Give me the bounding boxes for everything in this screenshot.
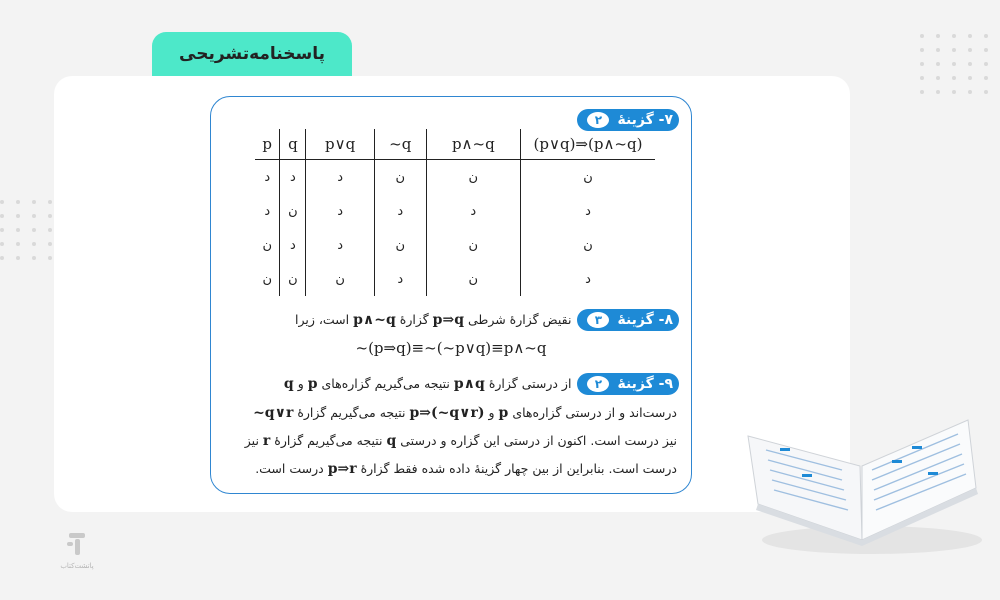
q9-line-3 — [225, 427, 677, 455]
table-cell: د — [306, 194, 374, 228]
q9-l1-expr: p∧q — [453, 376, 485, 392]
q9-l3-r: r — [262, 433, 271, 449]
q9-line-2 — [225, 399, 677, 427]
tab-label: پاسخنامه‌تشریحی — [179, 44, 325, 64]
table-cell: د — [374, 262, 426, 296]
q9-option-number: ۲ — [587, 376, 609, 392]
col-header: p — [255, 129, 280, 160]
answer-key-tab — [152, 32, 352, 76]
table-cell: د — [306, 160, 374, 195]
q9-line-4 — [225, 455, 677, 483]
q7-option-number: ۲ — [587, 112, 609, 128]
answer-panel — [210, 96, 692, 494]
table-cell: ن — [262, 271, 272, 287]
q9-l4-expr: p⇒r — [327, 461, 357, 477]
table-cell: د — [374, 194, 426, 228]
q8-expr-b: p∧~q — [353, 312, 396, 328]
table-cell: ن — [280, 194, 306, 228]
q7-option-pill — [577, 109, 679, 131]
q9-l1-c: و — [297, 376, 304, 391]
table-cell: د — [264, 203, 271, 219]
col-header: q — [280, 129, 306, 160]
table-row — [255, 228, 655, 262]
q9-option-pill — [577, 373, 679, 395]
q9-l2-p: p — [498, 405, 509, 421]
q9-l4-a: درست است. بنابراین از بین چهار گزینهٔ داده شده فقط گزارهٔ — [360, 461, 677, 476]
q9-l2-c: نتیجه می‌گیریم گزارهٔ — [297, 405, 406, 420]
q9-l1-q: q — [283, 376, 294, 392]
q8-option-pill — [577, 309, 679, 331]
q8-statement — [295, 312, 571, 328]
q9-l1-p: p — [307, 376, 318, 392]
q7-label: ۷- گزینهٔ — [617, 112, 673, 128]
brand-logo-text: پاتشت‌کتاب — [60, 562, 94, 570]
q9-l3-b: نتیجه می‌گیریم گزارهٔ — [274, 433, 383, 448]
table-cell: د — [306, 228, 374, 262]
open-book-illustration — [742, 380, 982, 560]
table-cell: د — [280, 160, 306, 195]
table-row — [255, 160, 655, 195]
q8-text-b: گزارهٔ — [399, 312, 429, 327]
table-cell: ن — [374, 160, 426, 195]
q8-expr-a: p⇒q — [432, 312, 464, 328]
dot-pattern-right — [920, 34, 990, 94]
q9-label: ۹- گزینهٔ — [617, 376, 673, 392]
q8-text-a: نقیض گزارهٔ شرطی — [467, 312, 572, 327]
table-cell: ن — [306, 262, 374, 296]
table-cell: د — [280, 228, 306, 262]
q9-l3-q: q — [386, 433, 397, 449]
table-row — [255, 262, 655, 296]
brand-logo-icon — [63, 530, 91, 558]
table-cell: ن — [521, 160, 656, 195]
q9-l2-b: و — [488, 405, 495, 420]
q9-l4-b: درست است. — [255, 461, 324, 476]
col-header: (p∨q)⇒(p∧~q) — [521, 129, 656, 160]
q9-l2-expr: p⇒(~q∨r) — [409, 405, 485, 421]
table-cell: د — [521, 194, 656, 228]
table-cell: ن — [262, 237, 272, 253]
q9-l2-expr2: ~q∨r — [253, 405, 294, 421]
q9-l1-a: از درستی گزارهٔ — [488, 376, 572, 391]
q9-text-line-1 — [284, 376, 572, 392]
table-cell: ن — [426, 228, 520, 262]
col-header: p∨q — [306, 129, 374, 160]
table-cell: د — [264, 169, 271, 185]
q8-formula: ~(p⇒q)≡~(~p∨q)≡p∧~q — [355, 339, 547, 357]
truth-table-header-row — [255, 129, 655, 160]
table-cell: د — [521, 262, 656, 296]
q8-text-c: است، زیرا — [295, 312, 350, 327]
q8-option-number: ۳ — [587, 312, 609, 328]
table-cell: ن — [280, 262, 306, 296]
col-header: ~q — [374, 129, 426, 160]
col-header: p∧~q — [426, 129, 520, 160]
table-cell: د — [426, 194, 520, 228]
table-cell: ن — [426, 262, 520, 296]
q9-l3-c: نیز — [244, 433, 259, 448]
table-cell: ن — [374, 228, 426, 262]
q9-line-1 — [284, 373, 679, 395]
table-row — [255, 194, 655, 228]
q8-line — [295, 309, 679, 331]
q7-header — [577, 109, 679, 131]
brand-logo — [52, 530, 102, 574]
q9-l3-a: نیز درست است. اکنون از درستی این گزاره و درستی — [400, 433, 677, 448]
table-cell: ن — [521, 228, 656, 262]
q9-l2-a: درست‌اند و از درستی گزاره‌های — [512, 405, 677, 420]
table-cell: ن — [426, 160, 520, 195]
q9-paragraph — [225, 399, 677, 483]
q8-label: ۸- گزینهٔ — [617, 312, 673, 328]
q9-l1-b: نتیجه می‌گیریم گزاره‌های — [321, 376, 450, 391]
truth-table — [255, 129, 655, 296]
